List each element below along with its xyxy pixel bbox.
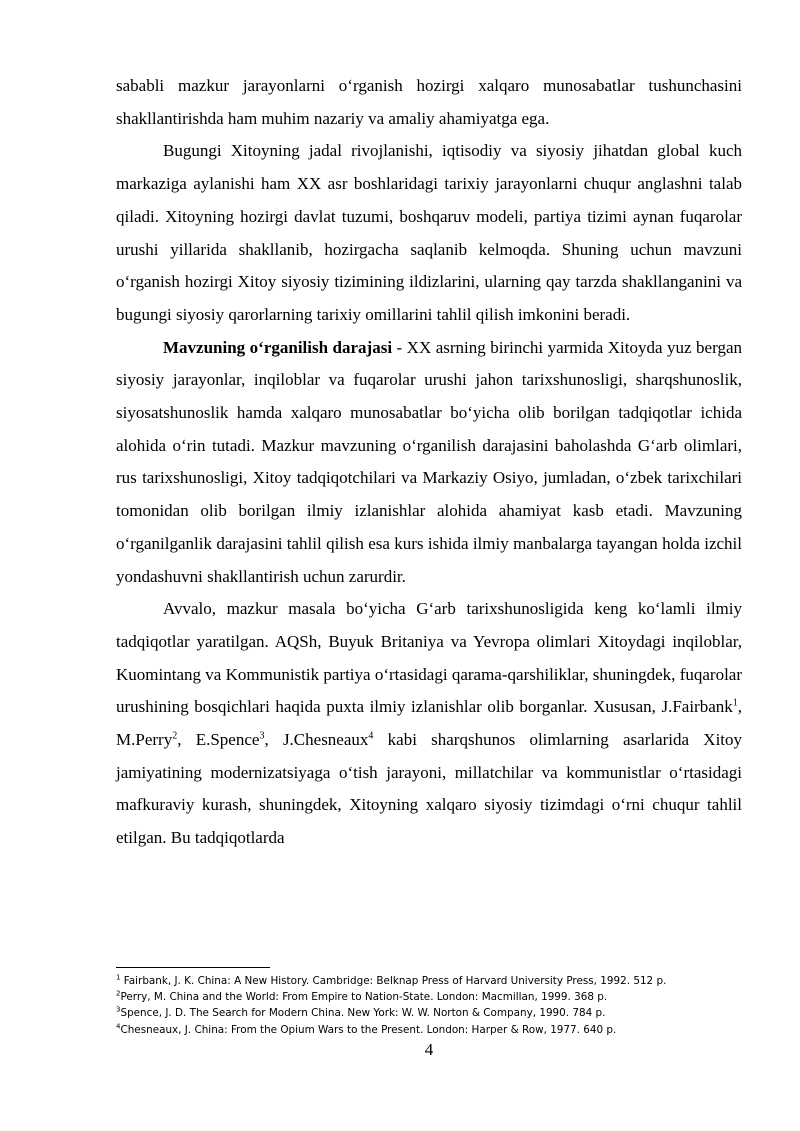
footnote-text: Fairbank, J. K. China: A New History. Cambridge: Belknap Press of Harvard University Press, 1992. 512 p. <box>120 975 667 987</box>
footnote-text: Spence, J. D. The Search for Modern China. New York: W. W. Norton & Company, 1990. 784 p. <box>120 1007 606 1020</box>
page-number: 4 <box>424 1040 434 1059</box>
paragraph-western-historiography <box>116 593 742 855</box>
paragraph-text: sababli mazkur jarayonlarni o‘rganish hozirgi xalqaro munosabatlar tushunchasini shakllantirishda ham muhim nazariy va amaliy ahamiyatga ega. <box>116 76 742 128</box>
citation-author: M.Perry <box>116 730 173 750</box>
paragraph-text: Avvalo, mazkur masala bo‘yicha G‘arb tarixshunosligida keng ko‘lamli ilmiy tadqiqotlar yaratilgan. AQSh, Buyuk Britaniya va Yevropa olimlari Xitoydagi inqiloblar, Kuomintang va Kommunistik partiya o‘rtasidagi qarama-qarshiliklar, shuningdek, fuqarolar urushining bosqichlari haqida puxta ilmiy izlanishlar olib borganlar. Xususan, <box>116 599 742 717</box>
paragraph-text: - XX asrning birinchi yarmida Xitoyda yuz bergan siyosiy jarayonlar, inqiloblar va fuqarolar urushi jahon tarixshunosligi, sharqshunoslik, siyosatshunoslik hamda xalqaro munosabatlar bo‘yicha olib borilgan tadqiqotlar ichida alohida o‘rin tutadi. Mazkur mavzuning o‘rganilish darajasini baholashda G‘arb olimlari, rus tarixshunosligi, Xitoy tadqiqotchilari va Markaziy Osiyo, jumladan, o‘zbek tarixchilari tomonidan olib borilgan ilmiy izlanishlar alohida ahamiyat kasb etadi. Mavzuning o‘rganilganlik darajasini tahlil qilish esa kurs ishida ilmiy manbalarga tayangan holda izchil yondashuvni shakllantirish uchun zarurdir. <box>116 337 742 586</box>
footnote-item <box>116 989 756 1005</box>
footnote-mark: 3 <box>116 1005 121 1014</box>
paragraph-text: Bugungi Xitoyning jadal rivojlanishi, iqtisodiy va siyosiy jihatdan global kuch markaziga aylanishi ham XX asr boshlaridagi tarixiy jarayonlarni chuqur anglashni talab qiladi. Xitoyning hozirgi davlat tuzumi, boshqaruv modeli, partiya tizimi aynan fuqarolar urushi yillarida shakllanib, hozirgacha saqlanib kelmoqda. Shuning uchun mavzuni o‘rganish hozirgi Xitoy siyosiy tizimining ildizlarini, ularning qay tarzda shakllanganini va bugungi siyosiy qarorlarning tarixiy omillarini tahlil qilish imkonini beradi. <box>116 141 742 324</box>
footnote-ref[interactable]: 2 <box>172 730 178 742</box>
section-heading: Mavzuning o‘rganilish darajasi <box>163 337 393 357</box>
footnote-text: Perry, M. China and the World: From Empire to Nation-State. London: Macmillan, 1999. 368 p. <box>120 991 608 1004</box>
footnote-text: Chesneaux, J. China: From the Opium Wars to the Present. London: Harper & Row, 1977. 640 p. <box>120 1023 617 1036</box>
footnote-ref[interactable]: 4 <box>368 730 374 742</box>
body-text <box>116 70 742 855</box>
footnote-ref[interactable]: 1 <box>732 697 738 709</box>
footnote-mark: 2 <box>116 989 121 998</box>
footnote-item <box>116 1022 756 1038</box>
footnote-separator <box>116 967 270 968</box>
footnote-item <box>116 973 756 989</box>
paragraph-text: kabi sharqshunos olimlarning asarlarida Xitoy jamiyatining modernizatsiyaga o‘tish jarayoni, millatchilar va kommunistlar o‘rtasidagi mafkuraviy kurash, shuningdek, Xitoyning xalqaro siyosiy tizimdagi o‘rni chuqur tahlil etilgan. Bu tadqiqotlarda <box>116 730 743 848</box>
paragraph-continuation <box>116 70 742 135</box>
citation-author: J.Chesneaux <box>282 730 369 750</box>
citation-author: J.Fairbank <box>661 697 733 717</box>
paragraph-modern-china <box>116 135 742 331</box>
citation-separator: , <box>177 730 196 750</box>
footnote-mark: 1 <box>116 973 121 982</box>
citation-author: E.Spence <box>195 730 260 750</box>
footnote-mark: 4 <box>116 1022 121 1031</box>
footnotes <box>116 973 756 1038</box>
citation-separator: , <box>737 697 742 717</box>
footnote-ref[interactable]: 3 <box>259 730 265 742</box>
paragraph-study-level <box>116 332 742 594</box>
footnote-item <box>116 1005 756 1021</box>
citation-separator: , <box>264 730 283 750</box>
